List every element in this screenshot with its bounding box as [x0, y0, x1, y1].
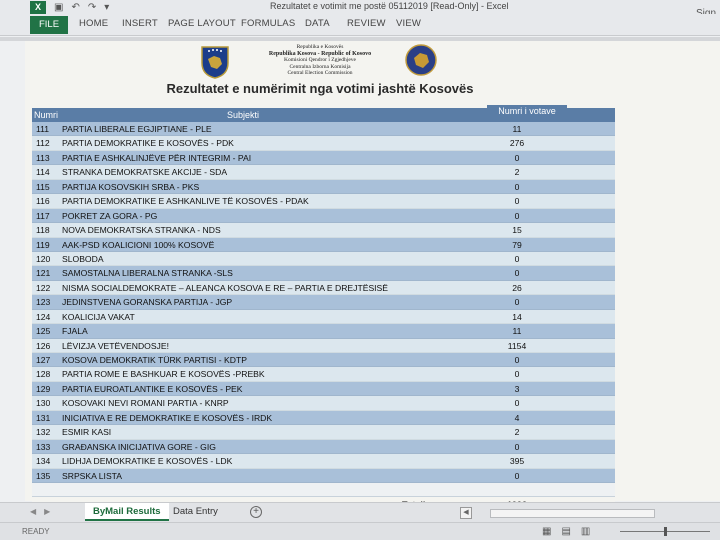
- table-row[interactable]: [32, 324, 615, 338]
- row-subjekti[interactable]: PARTIA E ASHKALINJËVE PËR INTEGRIM - PAI: [62, 152, 252, 163]
- add-sheet-icon[interactable]: +: [250, 506, 262, 518]
- row-subjekti[interactable]: SAMOSTALNA LIBERALNA STRANKA -SLS: [62, 268, 233, 279]
- table-body: [32, 122, 615, 483]
- row-subjekti[interactable]: GRAĐANSKA INICIJATIVA GORE - GIG: [62, 441, 216, 452]
- row-numri[interactable]: 132: [36, 427, 51, 438]
- row-subjekti[interactable]: AAK-PSD KOALICIONI 100% KOSOVË: [62, 239, 215, 250]
- row-numri[interactable]: 120: [36, 253, 51, 264]
- row-votat[interactable]: 0: [514, 210, 520, 221]
- row-votat[interactable]: 0: [514, 152, 520, 163]
- row-subjekti[interactable]: FJALA: [62, 326, 88, 337]
- row-votat[interactable]: 2: [514, 427, 520, 438]
- page-break-view-icon[interactable]: ▥: [580, 526, 591, 537]
- table-row[interactable]: [32, 310, 615, 324]
- institution-line-1: Republika e Kosovës: [296, 44, 344, 50]
- row-subjekti[interactable]: KOSOVAKI NEVI ROMANI PARTIA - KNRP: [62, 398, 229, 409]
- tab-page-layout[interactable]: PAGE LAYOUT: [168, 18, 236, 29]
- row-votat[interactable]: 2: [514, 167, 520, 178]
- row-numri[interactable]: 119: [36, 239, 50, 250]
- report-header: [25, 41, 615, 106]
- scroll-left-icon[interactable]: ◀: [30, 507, 37, 516]
- row-votat[interactable]: 15: [512, 225, 522, 236]
- results-table: [32, 108, 615, 511]
- row-subjekti[interactable]: PARTIA DEMOKRATIKE E ASHKANLIVE TË KOSOVËS - PDAK: [62, 196, 309, 207]
- table-row[interactable]: [32, 454, 615, 468]
- tab-review[interactable]: REVIEW: [347, 18, 386, 29]
- worksheet[interactable]: [25, 41, 720, 501]
- row-votat[interactable]: 11: [512, 124, 522, 134]
- row-votat[interactable]: 0: [514, 268, 520, 279]
- row-numri[interactable]: 121: [36, 268, 51, 279]
- institution-line-2: Republika Kosova - Republic of Kosovo: [268, 50, 372, 57]
- header-subjekti[interactable]: Subjekti: [227, 110, 260, 120]
- page-layout-view-icon[interactable]: ▤: [561, 526, 571, 537]
- row-numri[interactable]: 133: [36, 441, 51, 452]
- zoom-slider-knob[interactable]: [664, 527, 667, 536]
- sheet-tab-data-entry[interactable]: Data Entry: [173, 506, 218, 517]
- table-row[interactable]: [32, 353, 615, 367]
- row-subjekti[interactable]: STRANKA DEMOKRATSKE AKCIJE - SDA: [62, 167, 228, 178]
- row-votat[interactable]: 3: [514, 383, 520, 394]
- row-subjekti[interactable]: PARTIA ROME E BASHKUAR E KOSOVËS -PREBK: [62, 369, 265, 380]
- undo-icon[interactable]: ↶: [71, 1, 80, 13]
- row-numri[interactable]: 117: [36, 210, 50, 221]
- row-subjekti[interactable]: PARTIA DEMOKRATIKE E KOSOVËS - PDK: [62, 138, 234, 149]
- row-votat[interactable]: 26: [512, 282, 522, 293]
- row-votat[interactable]: 0: [514, 196, 520, 207]
- row-votat[interactable]: 0: [514, 253, 520, 264]
- row-votat[interactable]: 0: [514, 181, 520, 192]
- row-numri[interactable]: 113: [36, 152, 50, 163]
- row-votat[interactable]: 0: [514, 398, 520, 409]
- row-numri[interactable]: 123: [36, 297, 51, 308]
- row-numri[interactable]: 127: [36, 355, 51, 365]
- row-subjekti[interactable]: SLOBODA: [62, 253, 104, 264]
- tab-home[interactable]: HOME: [79, 18, 109, 29]
- row-numri[interactable]: 130: [36, 398, 51, 409]
- scroll-right-icon[interactable]: ▶: [44, 507, 51, 516]
- quick-access-toolbar: [30, 1, 109, 14]
- table-row[interactable]: [32, 339, 615, 353]
- table-row[interactable]: [32, 252, 615, 266]
- customize-toolbar-icon[interactable]: ▾: [104, 1, 110, 13]
- table-row[interactable]: [32, 194, 615, 208]
- row-subjekti[interactable]: SRPSKA LISTA: [62, 470, 123, 481]
- row-subjekti[interactable]: KOSOVA DEMOKRATIK TÜRK PARTISI - KDTP: [62, 355, 247, 365]
- tab-formulas[interactable]: FORMULAS: [241, 18, 296, 29]
- row-subjekti[interactable]: PARTIJA KOSOVSKIH SRBA - PKS: [62, 181, 200, 192]
- row-numri[interactable]: 128: [36, 369, 51, 380]
- status-ready: READY: [22, 527, 50, 536]
- table-row[interactable]: [32, 165, 615, 179]
- row-subjekti[interactable]: PARTIA EUROATLANTIKE E KOSOVËS - PEK: [62, 383, 243, 394]
- row-subjekti[interactable]: NOVA DEMOKRATSKA STRANKA - NDS: [62, 225, 221, 236]
- row-subjekti[interactable]: JEDINSTVENA GORANSKA PARTIJA - JGP: [62, 297, 233, 308]
- table-row[interactable]: [32, 425, 615, 439]
- row-subjekti[interactable]: INICIATIVA E RE DEMOKRATIKE E KOSOVËS - IRDK: [62, 412, 273, 423]
- table-row[interactable]: [32, 295, 615, 309]
- row-numri[interactable]: 112: [36, 138, 50, 149]
- table-header: [32, 108, 615, 122]
- table-row[interactable]: [32, 180, 615, 194]
- tab-insert[interactable]: INSERT: [122, 18, 158, 29]
- table-row[interactable]: [32, 223, 615, 237]
- report-title: Rezultatet e numërimit nga votimi jashtë Kosovës: [166, 81, 474, 96]
- title-bar: [0, 0, 720, 14]
- table-row[interactable]: [32, 238, 615, 252]
- row-numri[interactable]: 111: [36, 124, 50, 134]
- ribbon-tabs: [0, 14, 720, 36]
- table-row[interactable]: [32, 122, 615, 136]
- table-row[interactable]: [32, 440, 615, 454]
- kosovo-coat-of-arms-icon: [200, 45, 230, 79]
- table-row[interactable]: [32, 396, 615, 410]
- excel-app-icon: X: [30, 1, 46, 14]
- table-row[interactable]: [32, 367, 615, 381]
- row-votat[interactable]: 0: [514, 441, 520, 452]
- row-votat[interactable]: 1154: [507, 340, 527, 351]
- row-numri[interactable]: 131: [36, 412, 51, 423]
- window-title: Rezultatet e votimit me postë 05112019 [Read-Only] - Excel: [270, 1, 509, 11]
- hscroll-left-icon[interactable]: ◀: [460, 507, 472, 519]
- tab-file[interactable]: FILE: [30, 16, 68, 34]
- tab-view[interactable]: VIEW: [396, 18, 422, 29]
- cec-logo-icon: [405, 44, 437, 76]
- institution-line-5: Central Election Commission: [287, 70, 353, 77]
- row-numri[interactable]: 124: [36, 311, 51, 322]
- row-subjekti[interactable]: POKRET ZA GORA - PG: [62, 210, 158, 221]
- row-votat[interactable]: 0: [514, 355, 520, 365]
- row-votat[interactable]: 0: [514, 297, 520, 308]
- sheet-tab-bar: [0, 502, 720, 522]
- row-subjekti[interactable]: NISMA SOCIALDEMOKRATE – ALEANCA KOSOVA E RE – PARTIA E DREJTËSISË: [62, 282, 389, 293]
- row-votat[interactable]: 14: [512, 311, 522, 322]
- row-subjekti[interactable]: KOALICIJA VAKAT: [62, 311, 135, 322]
- row-numri[interactable]: 118: [36, 225, 50, 236]
- row-votat[interactable]: 276: [509, 138, 525, 149]
- institution-line-4: Centralna Izborna Komisija: [289, 63, 351, 70]
- row-subjekti[interactable]: LËVIZJA VETËVENDOSJE!: [62, 340, 169, 351]
- row-numri[interactable]: 122: [36, 282, 51, 293]
- view-buttons: [542, 526, 590, 537]
- table-row[interactable]: [32, 411, 615, 425]
- row-numri[interactable]: 125: [36, 326, 51, 337]
- table-row[interactable]: [32, 209, 615, 223]
- header-numri[interactable]: Numri: [34, 110, 58, 120]
- row-votat[interactable]: 11: [512, 326, 522, 337]
- row-subjekti[interactable]: PARTIA LIBERALE EGJIPTIANE - PLE: [62, 124, 212, 134]
- status-bar: [0, 522, 720, 540]
- horizontal-scrollbar[interactable]: [490, 509, 655, 518]
- table-row[interactable]: [32, 281, 615, 295]
- institution-line-3: Komisioni Qendror i Zgjedhjeve: [284, 57, 356, 64]
- row-votat[interactable]: 79: [512, 239, 522, 250]
- table-row[interactable]: [32, 469, 615, 483]
- row-numri[interactable]: 134: [36, 456, 51, 467]
- table-row[interactable]: [32, 136, 615, 150]
- row-votat[interactable]: 0: [514, 470, 520, 481]
- row-numri[interactable]: 129: [36, 383, 51, 394]
- row-votat[interactable]: 395: [509, 456, 525, 467]
- sheet-tab-bymail-results[interactable]: ByMail Results: [85, 503, 169, 521]
- save-icon[interactable]: ▣: [54, 1, 64, 13]
- row-numri[interactable]: 126: [36, 340, 51, 351]
- normal-view-icon[interactable]: ▦: [542, 526, 552, 537]
- tab-data[interactable]: DATA: [305, 18, 330, 29]
- redo-icon[interactable]: ↷: [87, 1, 97, 13]
- row-subjekti[interactable]: ESMIR KASI: [62, 427, 112, 438]
- row-numri[interactable]: 115: [36, 181, 50, 192]
- row-numri[interactable]: 135: [36, 470, 51, 481]
- table-row[interactable]: [32, 382, 615, 396]
- row-votat[interactable]: 4: [514, 412, 520, 423]
- row-subjekti[interactable]: LIDHJA DEMOKRATIKE E KOSOVËS - LDK: [62, 456, 233, 467]
- row-numri[interactable]: 116: [36, 196, 50, 207]
- row-numri[interactable]: 114: [36, 167, 50, 178]
- sheet-nav: [30, 507, 50, 516]
- table-row[interactable]: [32, 266, 615, 280]
- institution-name: [250, 44, 390, 77]
- header-votat[interactable]: Numri i votave: [487, 105, 567, 117]
- blank-row[interactable]: [32, 483, 615, 497]
- row-votat[interactable]: 0: [514, 369, 520, 380]
- table-row[interactable]: [32, 151, 615, 165]
